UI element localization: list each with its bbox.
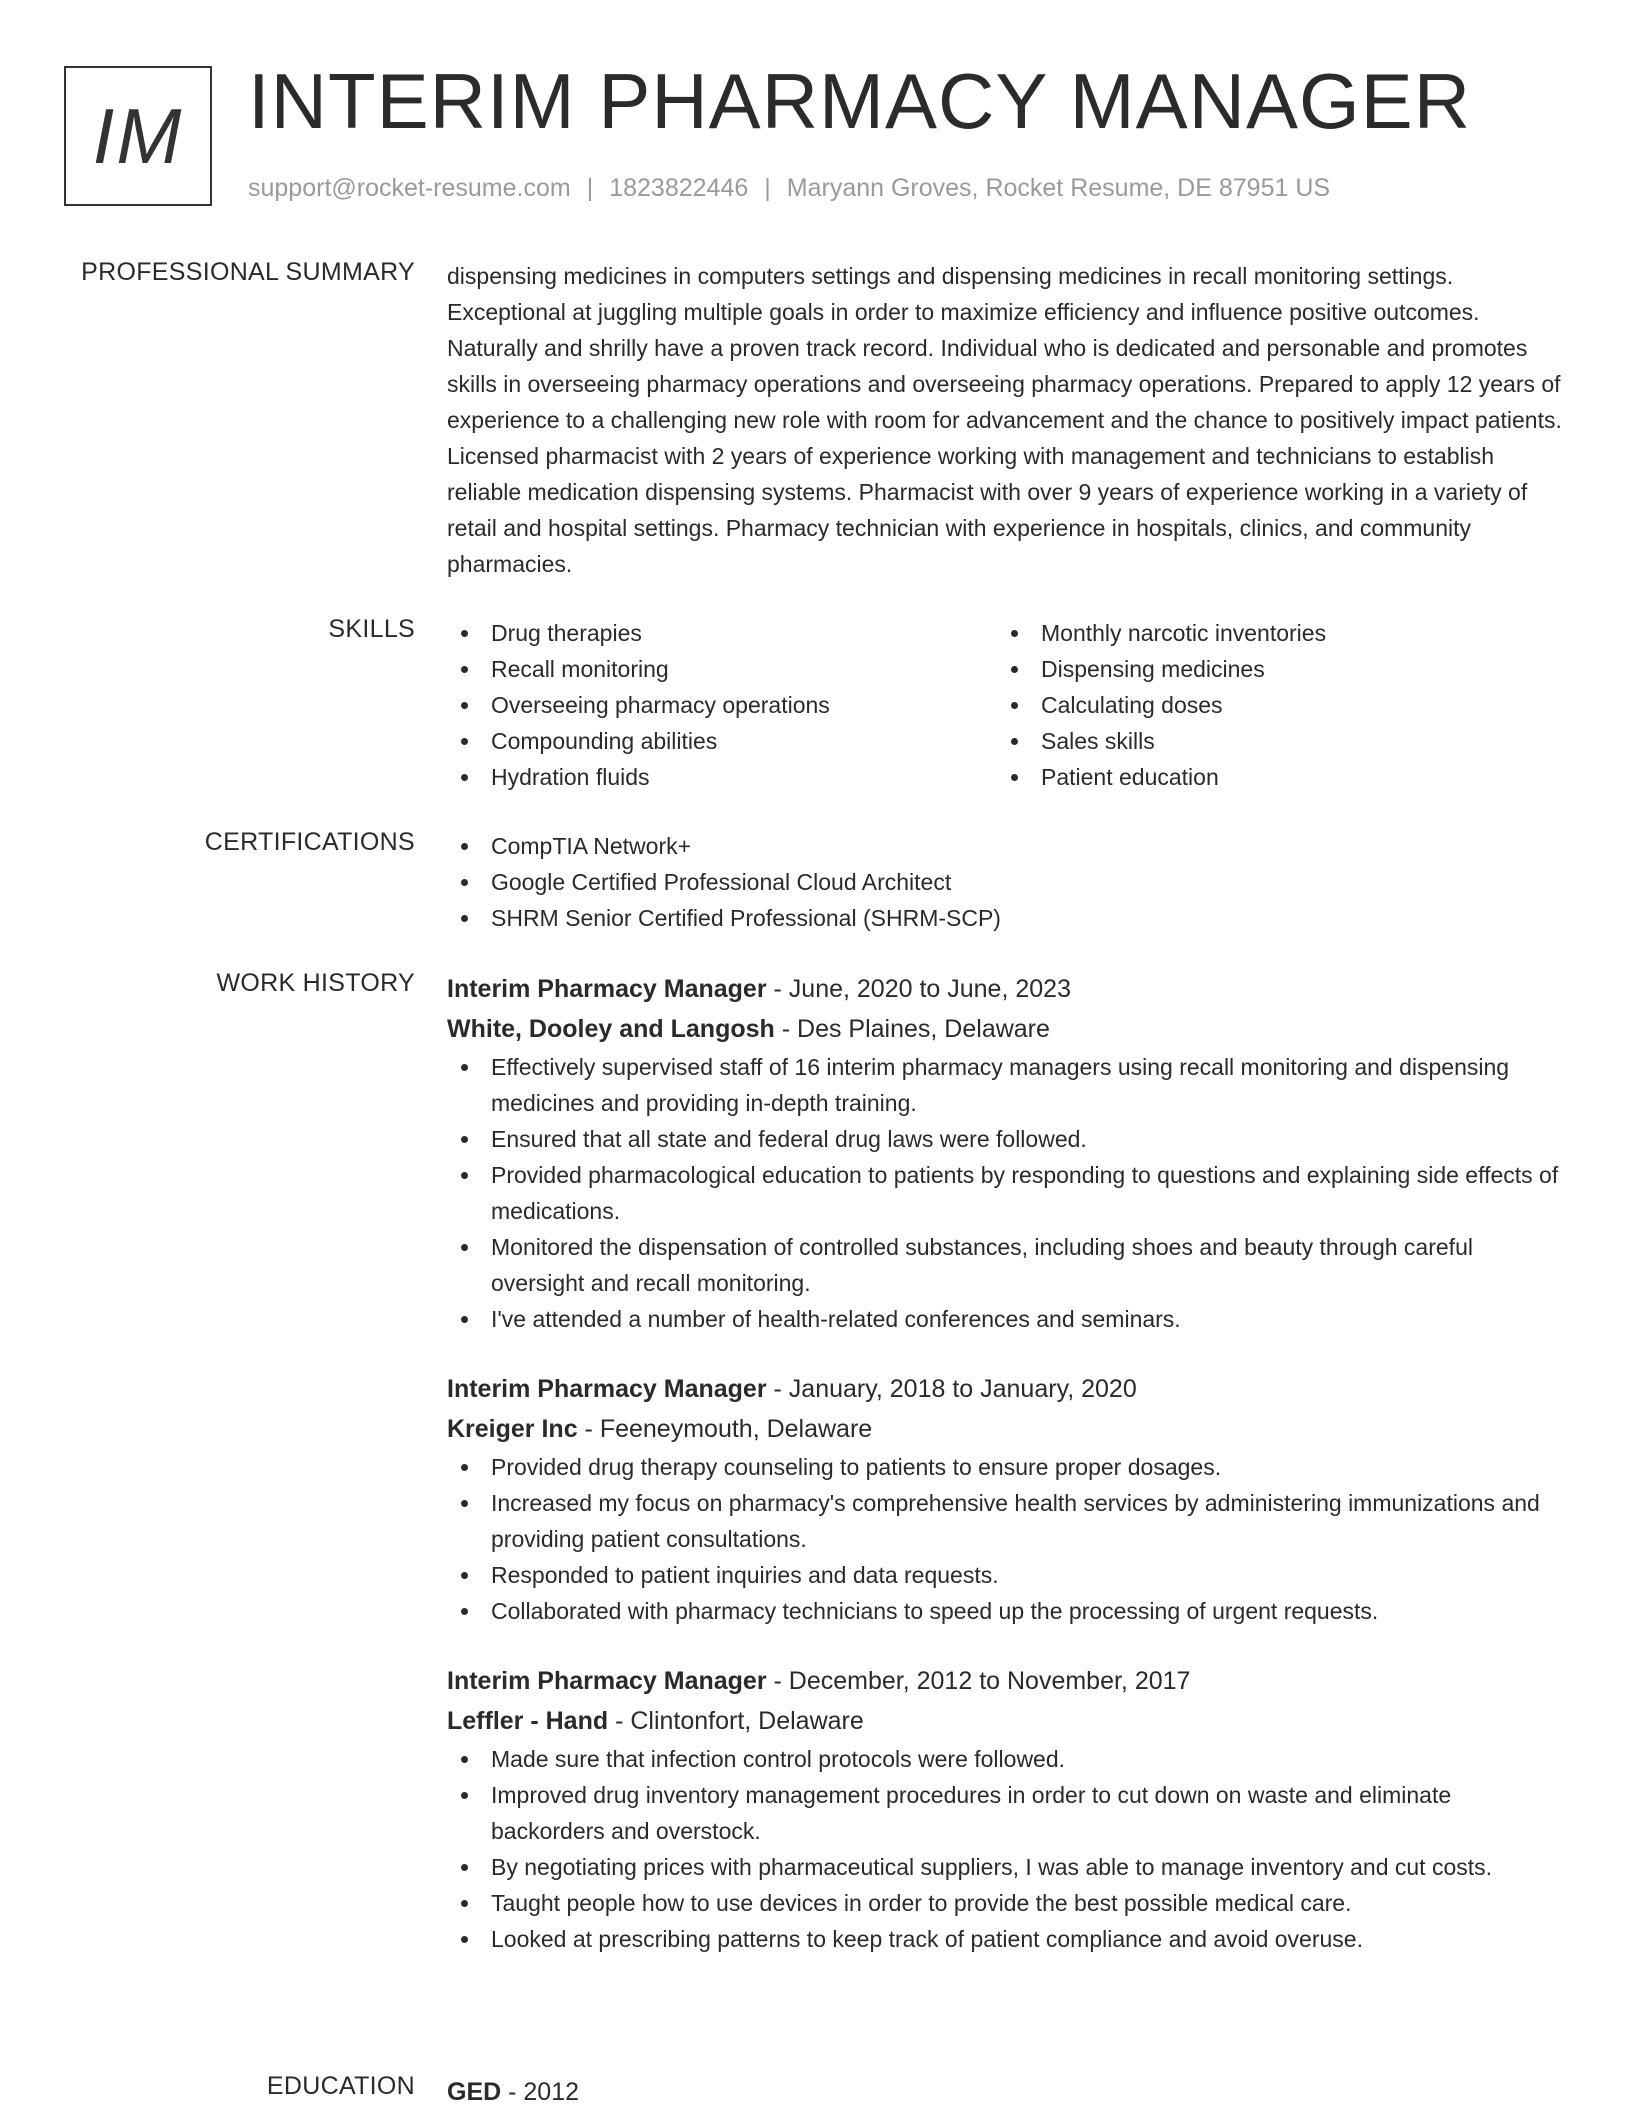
list-item: Taught people how to use devices in order to provide the best possible medical care. — [447, 1885, 1562, 1921]
list-item: Effectively supervised staff of 16 interim pharmacy managers using recall monitoring and dispensing medicines and providing in-depth training. — [447, 1049, 1562, 1121]
skills-label: SKILLS — [328, 615, 415, 643]
contact-phone[interactable]: 1823822446 — [609, 174, 749, 202]
job-dates: - January, 2018 to January, 2020 — [766, 1375, 1137, 1403]
contact-separator: | — [586, 174, 594, 202]
list-item: SHRM Senior Certified Professional (SHRM-SCP) — [447, 900, 1562, 936]
list-item: Provided drug therapy counseling to patients to ensure proper dosages. — [447, 1449, 1562, 1485]
list-item: By negotiating prices with pharmaceutical suppliers, I was able to manage inventory and cut costs. — [447, 1849, 1562, 1885]
list-item: Google Certified Professional Cloud Architect — [447, 864, 1562, 900]
list-item: Improved drug inventory management procedures in order to cut down on waste and eliminate backorders and overstock. — [447, 1777, 1562, 1849]
job-entry — [447, 1661, 1562, 1957]
list-item: Dispensing medicines — [997, 651, 1547, 687]
skills-column-left — [447, 615, 997, 795]
job-entry — [447, 969, 1562, 1337]
education-label: EDUCATION — [266, 2072, 415, 2100]
summary-label: PROFESSIONAL SUMMARY — [81, 258, 415, 286]
job-entry — [447, 1369, 1562, 1629]
job-bullets — [447, 1049, 1562, 1337]
monogram-text: IM — [92, 91, 184, 180]
contact-separator: | — [764, 174, 771, 202]
job-dates: - December, 2012 to November, 2017 — [766, 1667, 1191, 1695]
job-company: Kreiger Inc — [447, 1415, 578, 1443]
certifications-label: CERTIFICATIONS — [204, 828, 415, 856]
education-year: - 2012 — [501, 2078, 580, 2106]
list-item: Compounding abilities — [447, 723, 997, 759]
contact-email[interactable]: support@rocket-resume.com — [248, 174, 571, 202]
list-item: Increased my focus on pharmacy's comprehensive health services by administering immunizations and providing patient consultations. — [447, 1485, 1562, 1557]
monogram-box — [64, 66, 212, 206]
skills-column-right — [997, 615, 1547, 795]
resume-title: INTERIM PHARMACY MANAGER — [248, 57, 1472, 145]
job-title: Interim Pharmacy Manager — [447, 975, 767, 1003]
work-history-label: WORK HISTORY — [216, 969, 415, 997]
job-title: Interim Pharmacy Manager — [447, 1667, 767, 1695]
contact-line — [248, 174, 1330, 203]
job-location: - Feeneymouth, Delaware — [577, 1415, 873, 1443]
contact-address: Maryann Groves, Rocket Resume, DE 87951 US — [786, 174, 1331, 202]
list-item: Patient education — [997, 759, 1547, 795]
list-item: Responded to patient inquiries and data requests. — [447, 1557, 1562, 1593]
list-item: Hydration fluids — [447, 759, 997, 795]
list-item: Monitored the dispensation of controlled substances, including shoes and beauty through careful oversight and recall monitoring. — [447, 1229, 1562, 1301]
job-company: White, Dooley and Langosh — [447, 1015, 775, 1043]
list-item: Calculating doses — [997, 687, 1547, 723]
list-item: Overseeing pharmacy operations — [447, 687, 997, 723]
job-dates: - June, 2020 to June, 2023 — [766, 975, 1071, 1003]
list-item: Recall monitoring — [447, 651, 997, 687]
certifications-list — [447, 828, 1562, 936]
job-title: Interim Pharmacy Manager — [447, 1375, 767, 1403]
list-item: Ensured that all state and federal drug laws were followed. — [447, 1121, 1562, 1157]
list-item: Sales skills — [997, 723, 1547, 759]
job-location: - Des Plaines, Delaware — [774, 1015, 1050, 1043]
summary-text: dispensing medicines in computers settings and dispensing medicines in recall monitoring settings. Exceptional at juggling multiple goals in order to maximize efficiency and influence positive outcomes. Naturally and shrilly have a proven track record. Individual who is dedicated and personable and promotes skills in overseeing pharmacy operations and overseeing pharmacy operations. Prepared to apply 12 years of experience to a challenging new role with room for advancement and the chance to positively impact patients. Licensed pharmacist with 2 years of experience working with management and technicians to establish reliable medication dispensing systems. Pharmacist with over 9 years of experience working in a variety of retail and hospital settings. Pharmacy technician with experience in hospitals, clinics, and community pharmacies. — [447, 263, 1562, 577]
list-item: Looked at prescribing patterns to keep track of patient compliance and avoid overuse. — [447, 1921, 1562, 1957]
list-item: CompTIA Network+ — [447, 828, 1562, 864]
job-bullets — [447, 1449, 1562, 1629]
list-item: Monthly narcotic inventories — [997, 615, 1547, 651]
education-degree: GED — [447, 2078, 502, 2106]
list-item: I've attended a number of health-related conferences and seminars. — [447, 1301, 1562, 1337]
list-item: Made sure that infection control protocols were followed. — [447, 1741, 1562, 1777]
list-item: Drug therapies — [447, 615, 997, 651]
job-bullets — [447, 1741, 1562, 1957]
list-item: Provided pharmacological education to patients by responding to questions and explaining side effects of medications. — [447, 1157, 1562, 1229]
job-location: - Clintonfort, Delaware — [608, 1707, 864, 1735]
job-company: Leffler - Hand — [447, 1707, 609, 1735]
list-item: Collaborated with pharmacy technicians to speed up the processing of urgent requests. — [447, 1593, 1562, 1629]
